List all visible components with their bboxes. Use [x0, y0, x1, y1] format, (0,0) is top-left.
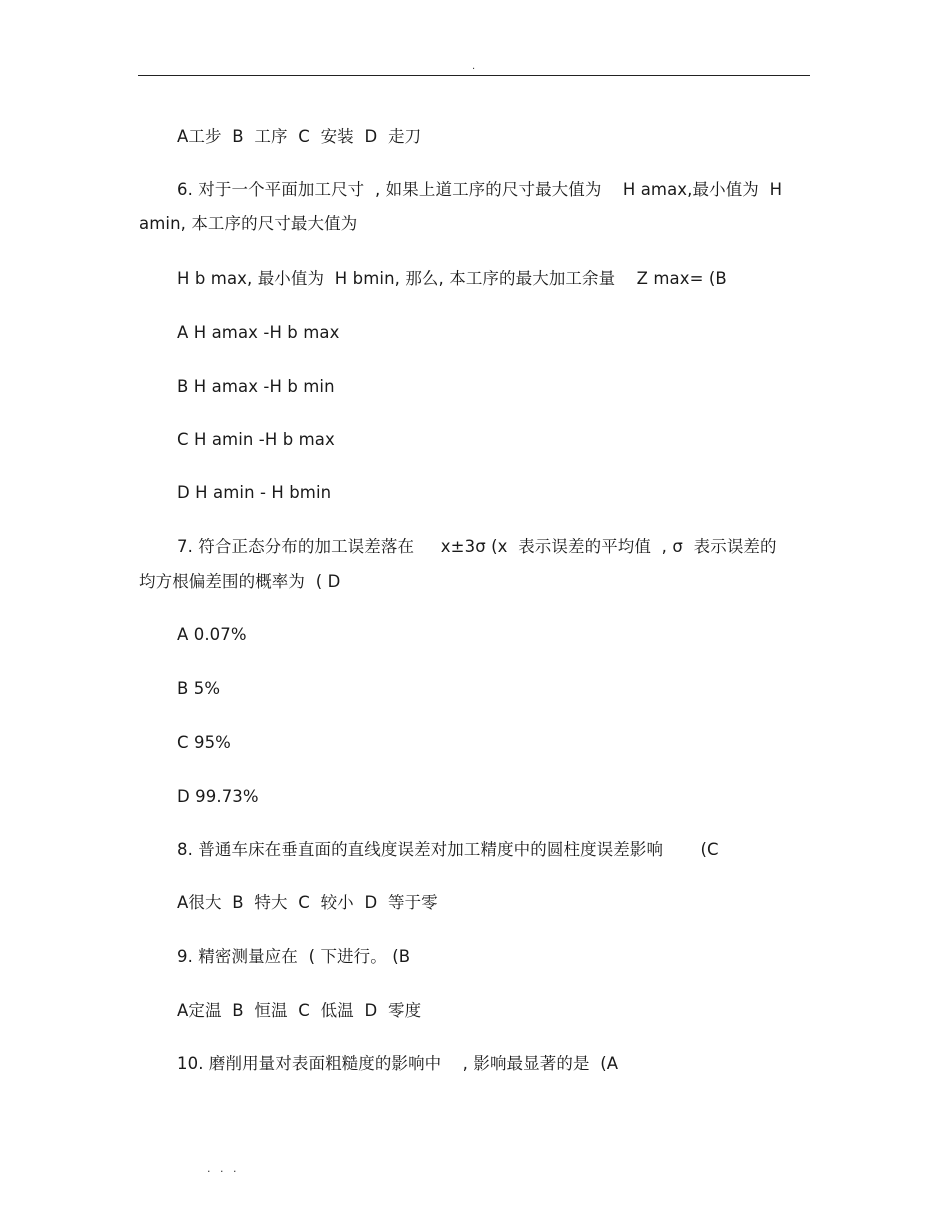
- question-10: 10. 磨削用量对表面粗糙度的影响中 , 影响最显著的是 (A: [177, 1054, 619, 1073]
- options-q8: A很大 B 特大 C 较小 D 等于零: [177, 893, 438, 912]
- options-q9: A定温 B 恒温 C 低温 D 零度: [177, 1001, 422, 1020]
- question-7-line1: 7. 符合正态分布的加工误差落在 x±3σ (x 表示误差的平均值 , σ 表示误差的: [177, 537, 777, 556]
- option-6a: A H amax -H b max: [177, 323, 340, 342]
- question-7-line2: 均方根偏差围的概率为 ( D: [139, 572, 341, 591]
- header-rule: [138, 75, 810, 76]
- footer-mark: . . .: [207, 1162, 240, 1175]
- option-6d: D H amin - H bmin: [177, 483, 332, 502]
- option-7a: A 0.07%: [177, 625, 247, 644]
- option-7d: D 99.73%: [177, 787, 259, 806]
- option-6b: B H amax -H b min: [177, 377, 335, 396]
- option-6c: C H amin -H b max: [177, 430, 335, 449]
- question-6-line1: 6. 对于一个平面加工尺寸 , 如果上道工序的尺寸最大值为 H amax,最小值为 H: [177, 180, 783, 199]
- question-6-line2: amin, 本工序的尺寸最大值为: [139, 214, 358, 233]
- question-9: 9. 精密测量应在 ( 下进行。 (B: [177, 947, 411, 966]
- question-6-line3: H b max, 最小值为 H bmin, 那么, 本工序的最大加工余量 Z max= (B: [177, 269, 727, 288]
- header-mark: .: [472, 61, 476, 72]
- question-8: 8. 普通车床在垂直面的直线度误差对加工精度中的圆柱度误差影响 (C: [177, 840, 719, 859]
- option-7c: C 95%: [177, 733, 231, 752]
- options-q5: A工步 B 工序 C 安装 D 走刀: [177, 127, 422, 146]
- option-7b: B 5%: [177, 679, 221, 698]
